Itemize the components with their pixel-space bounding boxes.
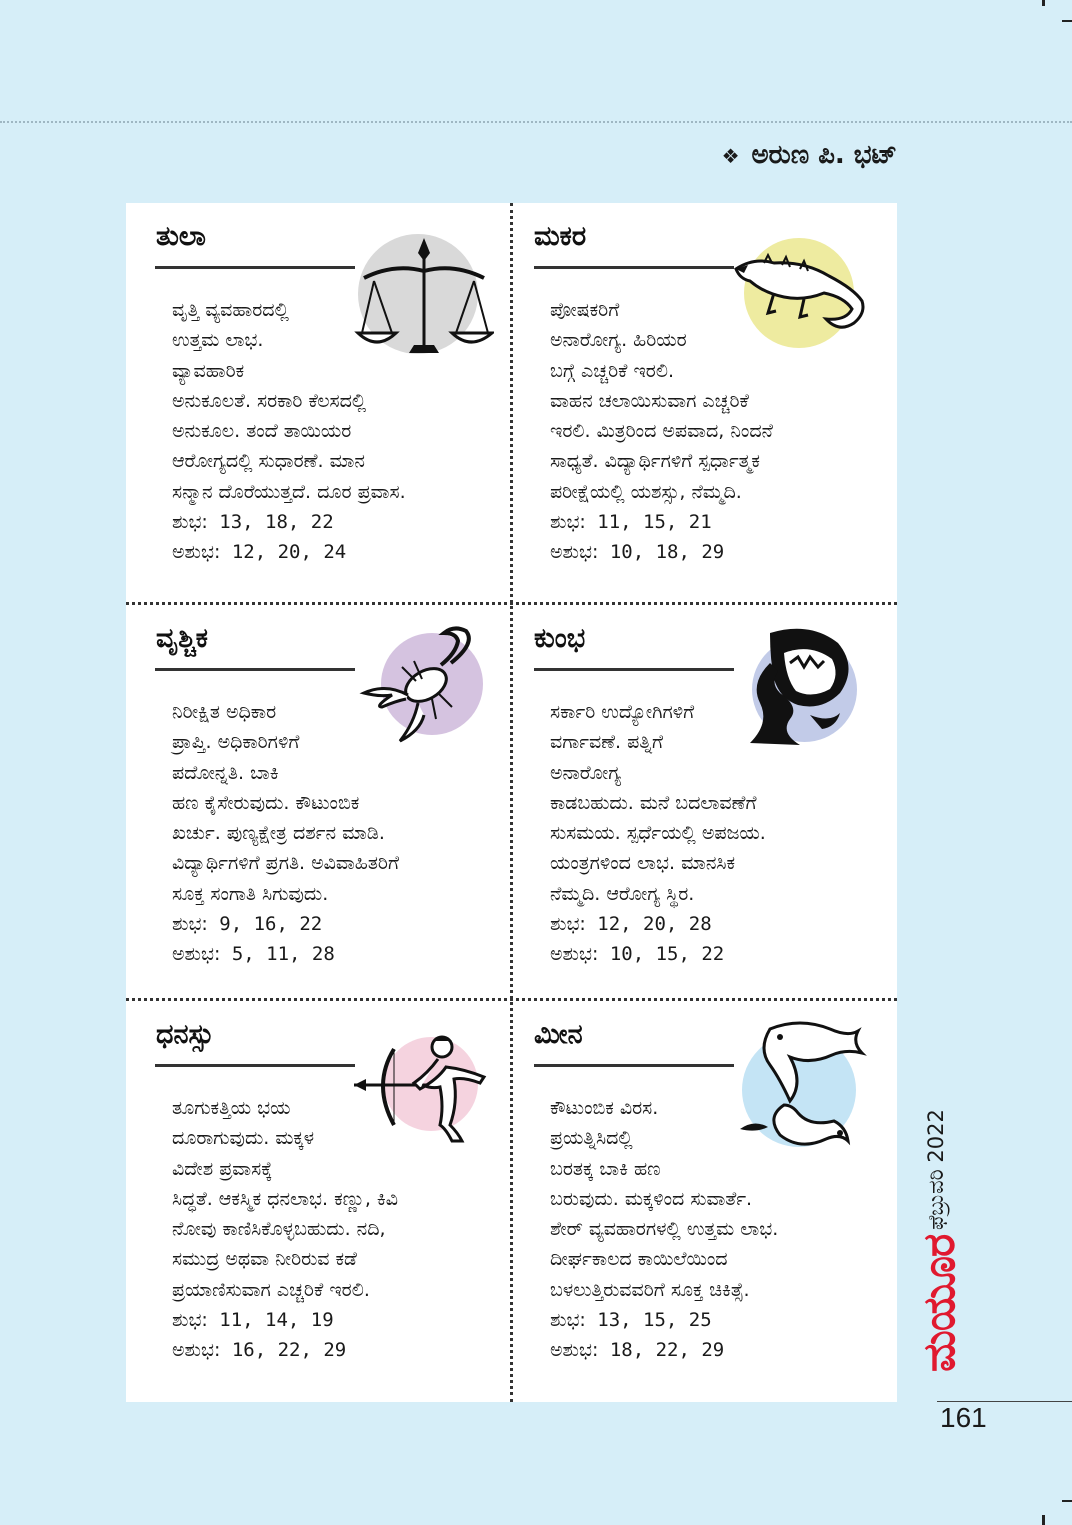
lucky-label: ಶುಭ: <box>172 511 208 534</box>
sign-title: ಮಕರ <box>534 221 587 252</box>
text-line: ಇರಲಿ. ಮಿತ್ರರಿಂದ ಅಪವಾದ, ನಿಂದನೆ <box>550 420 773 443</box>
text-line: ವೃತ್ತಿ ವ್ಯವಹಾರದಲ್ಲಿ <box>172 299 289 321</box>
sign-description <box>172 697 502 970</box>
lucky-label: ಶುಭ: <box>172 913 208 936</box>
text-line: ಅನುಕೂಲತೆ. ಸರಕಾರಿ ಕೆಲಸದಲ್ಲಿ <box>172 389 367 412</box>
lucky-numbers <box>172 507 502 537</box>
text-line: ಸೂಕ್ತ ಸಂಗಾತಿ ಸಿಗುವುದು. <box>172 882 329 905</box>
magazine-masthead: ಮಯೂರ <box>914 1234 965 1372</box>
text-line: ಸರ್ಕಾರಿ ಉದ್ಯೋಗಿಗಳಿಗೆ <box>550 701 695 723</box>
unlucky-label: ಅಶುಭ: <box>550 1339 599 1362</box>
text-line: ದೀರ್ಘಕಾಲದ ಕಾಯಿಲೆಯಿಂದ <box>550 1248 728 1271</box>
text-line: ಪದೋನ್ನತಿ. ಬಾಕಿ <box>172 761 279 784</box>
unlucky-label: ಅಶುಭ: <box>172 1339 221 1362</box>
lucky-numbers <box>550 1305 880 1335</box>
text-line: ಪ್ರಯಾಣಿಸುವಾಗ ಎಚ್ಚರಿಕೆ ಇರಲಿ. <box>172 1278 370 1301</box>
unlucky-numbers <box>172 939 502 969</box>
lucky-values: 12, 20, 28 <box>597 913 712 936</box>
lucky-values: 9, 16, 22 <box>219 913 323 936</box>
author-byline <box>722 140 897 171</box>
text-line: ಆರೋಗ್ಯದಲ್ಲಿ ಸುಧಾರಣೆ. ಮಾನ <box>172 450 365 473</box>
crop-mark <box>1062 1500 1072 1502</box>
text-line: ಉತ್ತಮ ಲಾಭ. <box>172 329 264 352</box>
unlucky-numbers <box>172 537 502 567</box>
text-line: ಸಾಧ್ಯತೆ. ವಿದ್ಯಾರ್ಥಿಗಳಿಗೆ ಸ್ಪರ್ಧಾತ್ಮಕ <box>550 450 760 473</box>
text-line: ಪರೀಕ್ಷೆಯಲ್ಲಿ ಯಶಸ್ಸು, ನೆಮ್ಮದಿ. <box>550 480 742 503</box>
sign-card-tula <box>126 203 511 601</box>
diamond-bullet-icon: ❖ <box>721 143 740 168</box>
text-line: ಬರುವುದು. ಮಕ್ಕಳಿಂದ ಸುವಾರ್ತೆ. <box>550 1187 753 1210</box>
text-line: ಯಂತ್ರಗಳಿಂದ ಲಾಭ. ಮಾನಸಿಕ <box>550 852 736 875</box>
unlucky-label: ಅಶುಭ: <box>172 541 221 564</box>
unlucky-label: ಅಶುಭ: <box>550 943 599 966</box>
author-name: ಅರುಣ ಪಿ. ಭಟ್ <box>751 140 897 170</box>
title-underline <box>534 668 734 671</box>
sign-description <box>550 697 880 970</box>
unlucky-label: ಅಶುಭ: <box>172 943 221 966</box>
issue-date: ಫೆಬ್ರುವರಿ 2022 <box>924 1109 948 1230</box>
text-line: ಸಮುದ್ರ ಅಥವಾ ನೀರಿರುವ ಕಡೆ <box>172 1248 357 1271</box>
crop-mark <box>1062 20 1072 22</box>
text-line: ಸುಸಮಯ. ಸ್ಪರ್ಧೆಯಲ್ಲಿ ಅಪಜಯ. <box>550 822 766 845</box>
title-underline <box>534 1064 734 1067</box>
text-line: ಅನಾರೋಗ್ಯ <box>550 761 622 784</box>
text-line: ಸಿದ್ಧತೆ. ಆಕಸ್ಮಿಕ ಧನಲಾಭ. ಕಣ್ಣು, ಕಿವಿ <box>172 1187 399 1210</box>
text-line: ಪ್ರಯತ್ನಿಸಿದಲ್ಲಿ <box>550 1127 633 1150</box>
text-line: ಅನುಕೂಲ. ತಂದೆ ತಾಯಿಯರ <box>172 420 352 443</box>
text-line: ಪೋಷಕರಿಗೆ <box>550 299 620 321</box>
lucky-numbers <box>172 909 502 939</box>
text-line: ಹಣ ಕೈಸೇರುವುದು. ಕೌಟುಂಬಿಕ <box>172 791 360 814</box>
sign-card-makara <box>512 203 897 601</box>
lucky-values: 13, 15, 25 <box>597 1309 712 1332</box>
title-underline <box>155 1064 355 1067</box>
text-line: ಬಳಲುತ್ತಿರುವವರಿಗೆ ಸೂಕ್ತ ಚಿಕಿತ್ಸೆ. <box>550 1278 750 1301</box>
text-line: ವಿದ್ಯಾರ್ಥಿಗಳಿಗೆ ಪ್ರಗತಿ. ಅವಿವಾಹಿತರಿಗೆ <box>172 852 400 875</box>
sign-card-meena <box>512 1001 897 1399</box>
text-line: ವಾಹನ ಚಲಾಯಿಸುವಾಗ ಎಚ್ಚರಿಕೆ <box>550 389 749 412</box>
unlucky-values: 10, 18, 29 <box>609 541 725 564</box>
title-underline <box>534 266 734 269</box>
text-line: ವರ್ಗಾವಣೆ. ಪತ್ನಿಗೆ <box>550 731 663 754</box>
unlucky-values: 12, 20, 24 <box>231 541 347 564</box>
sign-card-dhanassu <box>126 1001 511 1399</box>
unlucky-label: ಅಶುಭ: <box>550 541 599 564</box>
text-line: ನೆಮ್ಮದಿ. ಆರೋಗ್ಯ ಸ್ಥಿರ. <box>550 882 695 905</box>
page-number: 161 <box>940 1402 987 1433</box>
text-line: ಸನ್ಮಾನ ದೊರೆಯುತ್ತದೆ. ದೂರ ಪ್ರವಾಸ. <box>172 480 406 503</box>
text-line: ವ್ಯಾವಹಾರಿಕ <box>172 359 245 382</box>
sign-title: ವೃಶ್ಚಿಕ <box>156 623 208 654</box>
unlucky-values: 18, 22, 29 <box>609 1339 725 1362</box>
lucky-label: ಶುಭ: <box>550 511 586 534</box>
lucky-values: 11, 15, 21 <box>597 511 712 534</box>
sign-title: ಧನಸ್ಸು <box>156 1019 214 1050</box>
sign-description <box>172 1093 502 1366</box>
text-line: ಅನಾರೋಗ್ಯ. ಹಿರಿಯರ <box>550 329 687 352</box>
lucky-values: 13, 18, 22 <box>219 511 334 534</box>
lucky-numbers <box>550 507 880 537</box>
unlucky-numbers <box>172 1335 502 1365</box>
sign-description <box>550 295 880 568</box>
lucky-numbers <box>172 1305 502 1335</box>
title-underline <box>155 668 355 671</box>
sign-title: ಕುಂಭ <box>534 623 586 654</box>
unlucky-numbers <box>550 537 880 567</box>
text-line: ಶೇರ್ ವ್ಯವಹಾರಗಳಲ್ಲಿ ಉತ್ತಮ ಲಾಭ. <box>550 1218 779 1241</box>
sign-title: ತುಲಾ <box>156 221 206 252</box>
unlucky-values: 16, 22, 29 <box>231 1339 347 1362</box>
lucky-label: ಶುಭ: <box>550 913 586 936</box>
text-line: ಬರತಕ್ಕ ಬಾಕಿ ಹಣ <box>550 1157 661 1180</box>
text-line: ನಿರೀಕ್ಷಿತ ಅಧಿಕಾರ <box>172 701 277 723</box>
lucky-label: ಶುಭ: <box>550 1309 586 1332</box>
crop-mark <box>1042 1515 1045 1525</box>
lucky-label: ಶುಭ: <box>172 1309 208 1332</box>
text-line: ಕಾಡಬಹುದು. ಮನೆ ಬದಲಾವಣೆಗೆ <box>550 791 757 814</box>
header-dotted-rule <box>0 121 1072 123</box>
sign-description <box>550 1093 880 1366</box>
text-line: ನೋವು ಕಾಣಿಸಿಕೊಳ್ಳಬಹುದು. ನದಿ, <box>172 1218 386 1241</box>
sign-card-vrishchika <box>126 605 511 1003</box>
sign-title: ಮೀನ <box>534 1019 583 1050</box>
text-line: ಬಗ್ಗೆ ಎಚ್ಚರಿಕೆ ಇರಲಿ. <box>550 359 675 382</box>
crop-mark <box>1042 0 1045 6</box>
text-line: ದೂರಾಗುವುದು. ಮಕ್ಕಳ <box>172 1127 315 1150</box>
text-line: ಪ್ರಾಪ್ತಿ. ಅಧಿಕಾರಿಗಳಿಗೆ <box>172 731 300 754</box>
lucky-values: 11, 14, 19 <box>219 1309 334 1332</box>
text-line: ತೂಗುಕತ್ತಿಯ ಭಯ <box>172 1097 291 1119</box>
lucky-numbers <box>550 909 880 939</box>
title-underline <box>155 266 355 269</box>
text-line: ಖರ್ಚು. ಪುಣ್ಯಕ್ಷೇತ್ರ ದರ್ಶನ ಮಾಡಿ. <box>172 822 385 845</box>
horoscope-panel <box>126 203 897 1402</box>
unlucky-numbers <box>550 1335 880 1365</box>
text-line: ಕೌಟುಂಬಿಕ ವಿರಸ. <box>550 1097 659 1119</box>
unlucky-values: 5, 11, 28 <box>231 943 335 966</box>
sign-description <box>172 295 502 568</box>
sign-card-kumbha <box>512 605 897 1003</box>
unlucky-values: 10, 15, 22 <box>609 943 725 966</box>
unlucky-numbers <box>550 939 880 969</box>
text-line: ವಿದೇಶ ಪ್ರವಾಸಕ್ಕೆ <box>172 1157 273 1180</box>
